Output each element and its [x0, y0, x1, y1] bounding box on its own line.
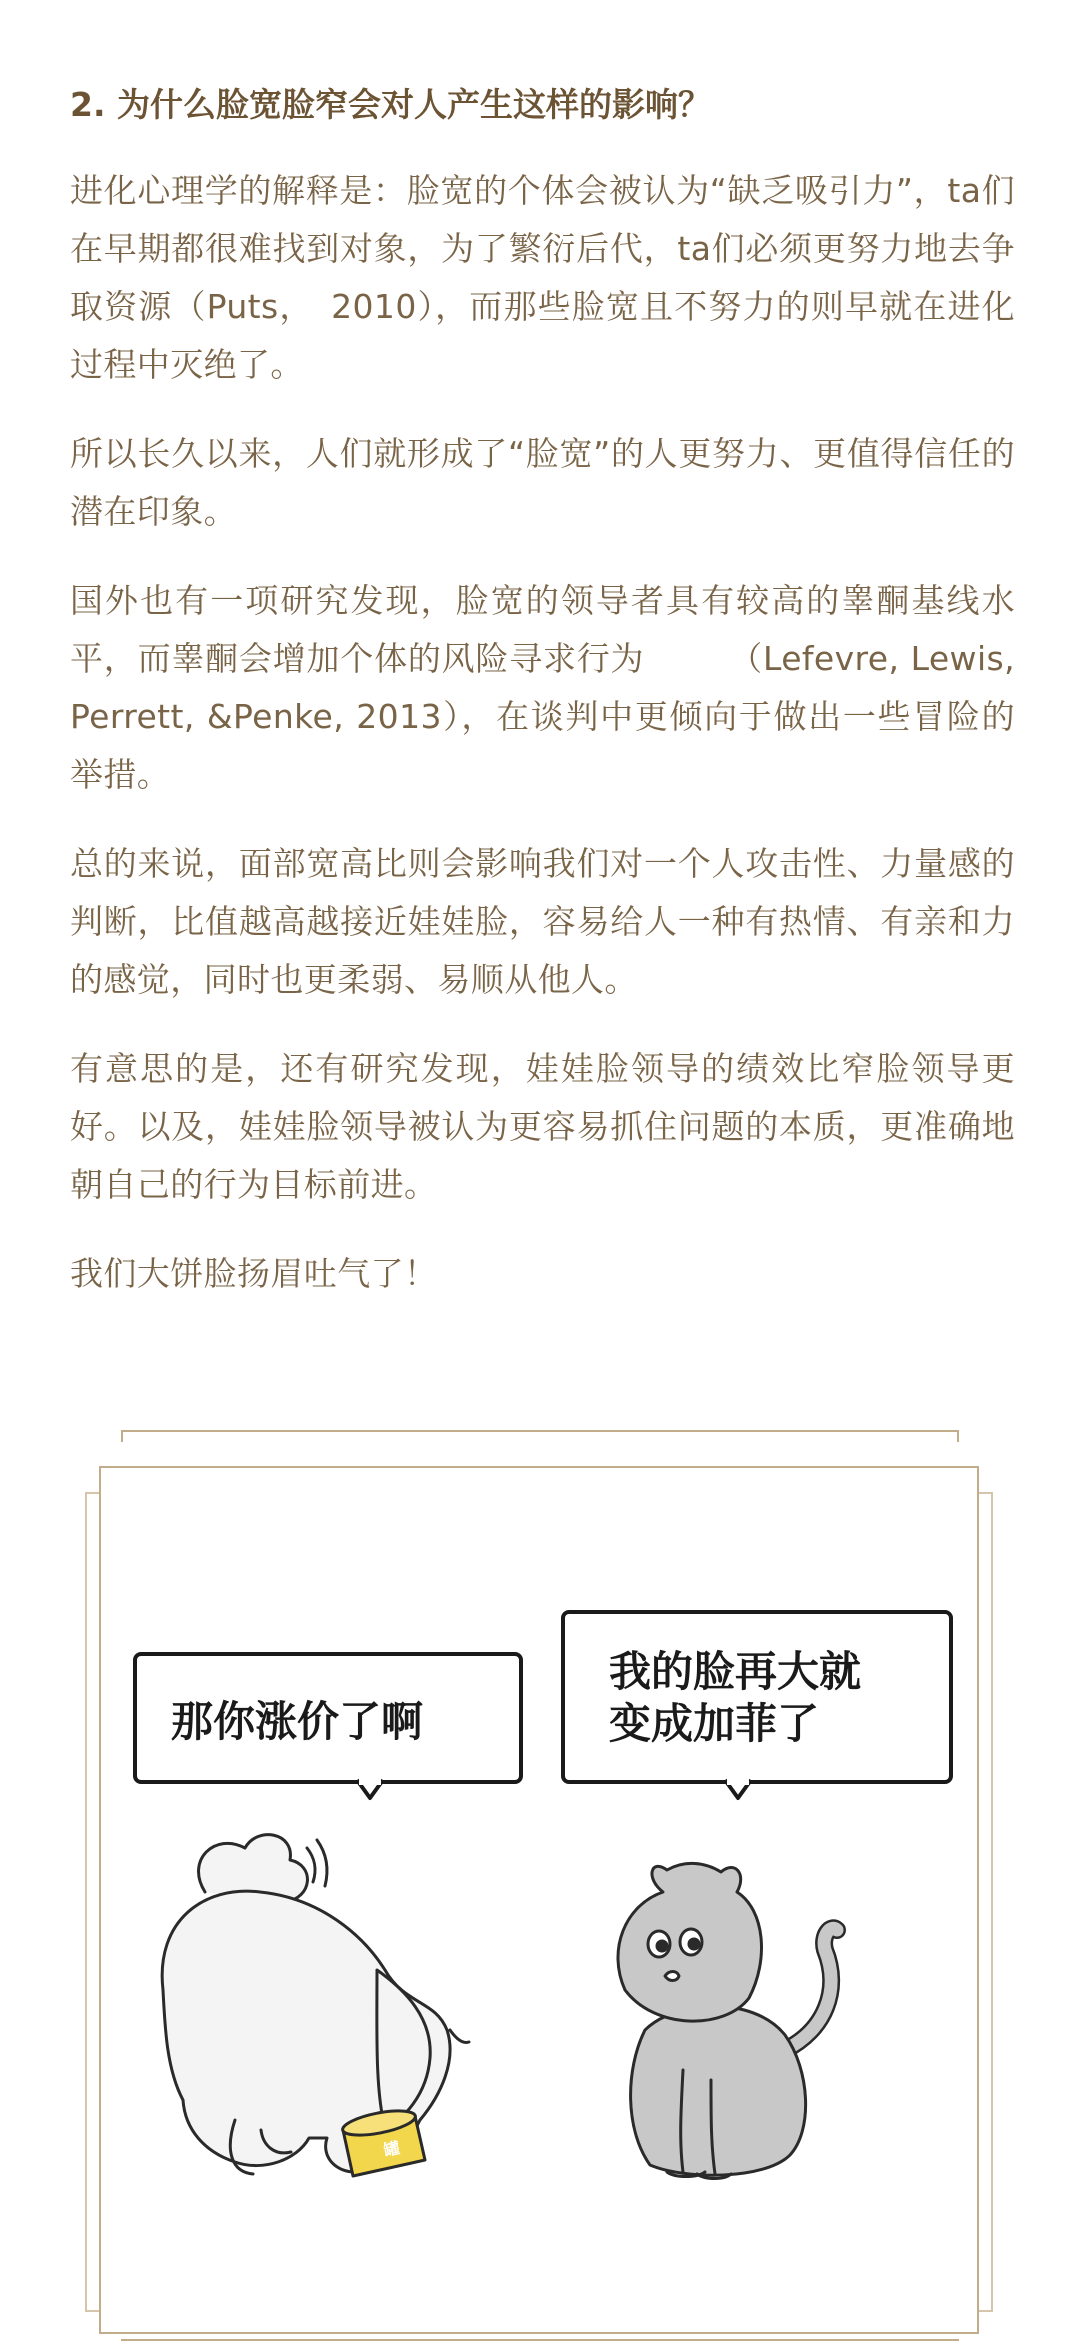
speech-bubble-left-text: 那你涨价了啊 [171, 1697, 424, 1746]
grey-cat-illustration [618, 1863, 837, 2178]
paragraph-conclusion: 我们大饼脸扬眉吐气了！ [70, 1254, 438, 1293]
comic-illustration [85, 1430, 995, 2341]
section-heading: 2. 为什么脸宽脸窄会对人产生这样的影响？ [70, 85, 711, 124]
can-label: 罐 [382, 2138, 402, 2160]
white-dog-illustration [162, 1835, 469, 2174]
paragraph-impression: 所以长久以来，人们就形成了“脸宽”的人更努力、更值得信任的潜在印象。 [70, 434, 1015, 531]
paragraph-testosterone: 国外也有一项研究发现，脸宽的领导者具有较高的睾酮基线水平，而睾酮会增加个体的风险寻求行为 （Lefevre, Lewis, Perrett, &Penke, 2013），在谈判中更倾向于做出一些冒险的举措。 [70, 581, 1015, 794]
paragraph-summary: 总的来说，面部宽高比则会影响我们对一个人攻击性、力量感的判断，比值越高越接近娃娃脸，容易给人一种有热情、有亲和力的感觉，同时也更柔弱、易顺从他人。 [70, 844, 1015, 999]
cat-body [631, 2006, 806, 2175]
comic-artwork [85, 1430, 995, 2341]
bubble-tails [357, 1780, 751, 1798]
speech-bubble-right-text: 我的脸再大就 变成加菲了 [609, 1647, 862, 1748]
article [70, 70, 1015, 1303]
paragraph-evolution: 进化心理学的解释是：脸宽的个体会被认为“缺乏吸引力”，ta们在早期都很难找到对象，为了繁衍后代，ta们必须更努力地去争取资源（Puts， 2010），而那些脸宽且不努力的则早就在进化过程中灭绝了。 [70, 171, 1015, 384]
paragraph-babyface-leaders: 有意思的是，还有研究发现，娃娃脸领导的绩效比窄脸领导更好。以及，娃娃脸领导被认为更容易抓住问题的本质，更准确地朝自己的行为目标前进。 [70, 1049, 1015, 1204]
